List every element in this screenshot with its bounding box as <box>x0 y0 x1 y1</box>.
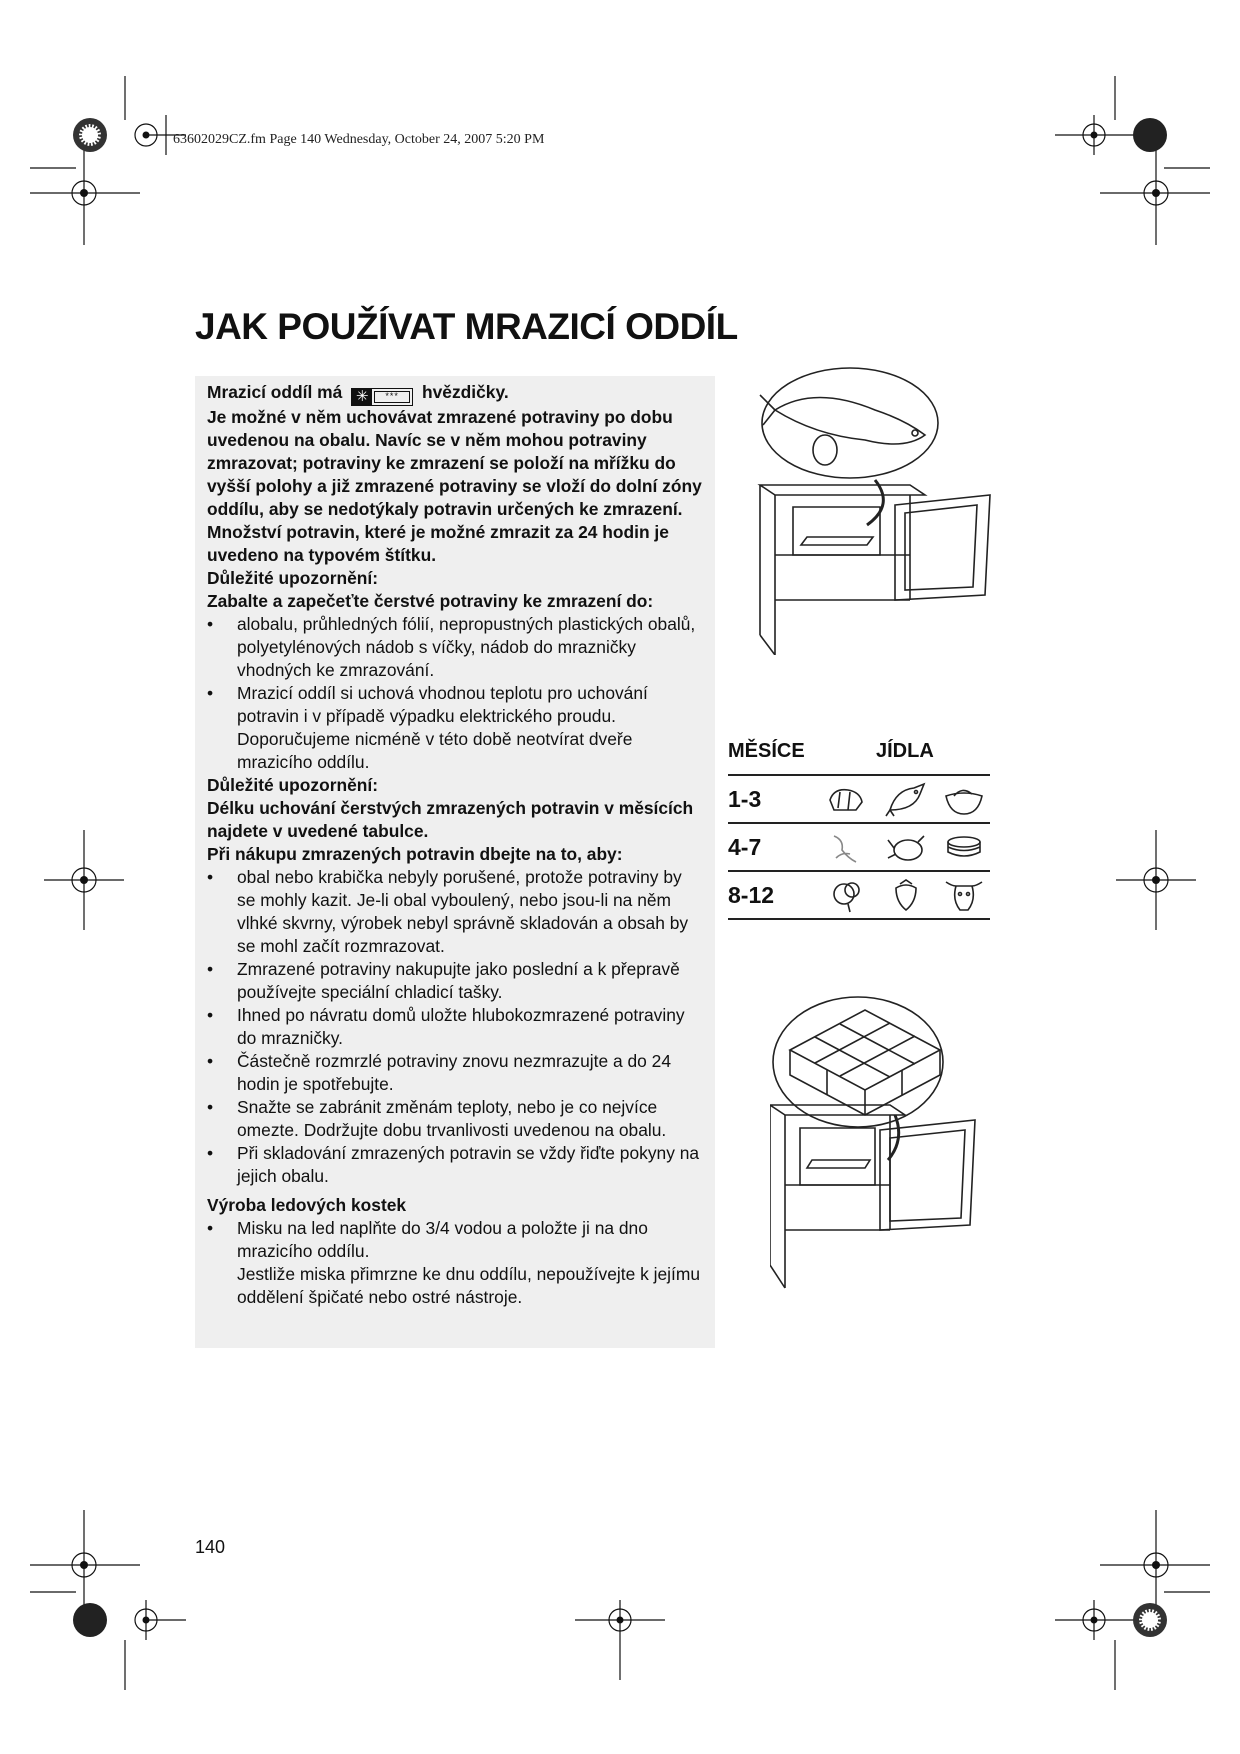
list-item: • Mrazicí oddíl si uchová vhodnou teplotu pro uchování potravin i v případě výpadku elektrického proudu. Doporučujeme nicméně v této době neotvírat dveře mrazicího oddílu. <box>207 682 648 772</box>
list-item: • alobalu, průhledných fólií, nepropustných plastických obalů, polyetylénových nádob s víčky, nádob do mrazničky vhodných ke zmrazování. <box>207 613 696 680</box>
intro-line <box>207 381 703 406</box>
list-item: Jestliže miska přimrzne ke dnu oddílu, nepoužívejte k jejímu oddělení špičaté nebo ostré nástroje. <box>237 1263 701 1307</box>
page-title: JAK POUŽÍVAT MRAZICÍ ODDÍL <box>195 306 738 347</box>
list-item: • obal nebo krabička nebyly porušené, protože potraviny by se mohly kazit. Je-li obal vyboulený, nebo jsou-li na něm vlhké skvrny, výrobek nebyl správně skladován a obsah by se mohl začít rozmrazovat. <box>207 866 689 956</box>
table-row <box>728 872 990 920</box>
freezer-stars-icon <box>351 388 413 406</box>
cow-head-icon <box>942 876 986 914</box>
butter-dish-icon <box>942 828 986 866</box>
list-item: • Ihned po návratu domů uložte hlubokozmrazené potraviny do mrazničky. <box>207 1004 685 1048</box>
heading-wrap: Zabalte a zapečeťte čerstvé potraviny ke zmrazení do: <box>207 590 654 611</box>
soup-bowl-icon <box>942 780 986 818</box>
intro-prefix: Mrazicí oddíl má <box>207 382 343 402</box>
months-cell: 1-3 <box>728 785 762 812</box>
table-header <box>728 740 990 776</box>
column-food: JÍDLA <box>876 740 934 762</box>
intro-suffix: hvězdičky. <box>421 382 509 402</box>
chicken-icon <box>884 828 928 866</box>
paragraph-storage: Je možné v něm uchovávat zmrazené potraviny po dobu uvedenou na obalu. Navíc se v něm mohou potraviny zmrazovat; potraviny ke zmrazení se položí na mřížku do vyšší polohy a již zmrazené potraviny se vloží do dolní zóny oddílu, aby se nedotýkaly potravin určených ke zmrazení. <box>207 406 702 519</box>
fish-icon <box>884 780 928 818</box>
list-item: • Misku na led naplňte do 3/4 vodou a položte ji na dno mrazicího oddílu. <box>207 1217 648 1261</box>
column-months: MĚSÍCE <box>728 740 805 762</box>
small-stars-icon: *** <box>374 391 410 403</box>
heading-buying: Při nákupu zmrazených potravin dbejte na to, aby: <box>207 843 623 864</box>
list-item: • Zmrazené potraviny nakupujte jako poslední a k přepravě používejte speciální chladicí tašky. <box>207 958 680 1002</box>
strawberry-icon <box>884 876 928 914</box>
list-item: • Snažte se zabránit změnám teploty, nebo je co nejvíce omezte. Dodržujte dobu trvanlivosti uvedenou na obalu. <box>207 1096 667 1140</box>
heading-ice-cubes: Výroba ledových kostek <box>207 1194 407 1215</box>
poultry-leg-icon <box>826 828 870 866</box>
paragraph-capacity: Množství potravin, které je možné zmrazit za 24 hodin je uvedeno na typovém štítku. <box>207 521 669 565</box>
instructions-panel <box>195 376 715 1348</box>
page-number: 140 <box>195 1537 226 1557</box>
months-cell: 8-12 <box>728 881 775 908</box>
table-row <box>728 776 990 824</box>
vegetables-icon <box>826 876 870 914</box>
months-cell: 4-7 <box>728 833 762 860</box>
file-info-header: 63602029CZ.fm Page 140 Wednesday, October 24, 2007 5:20 PM <box>173 132 545 147</box>
ice-tray-illustration <box>770 990 985 1290</box>
bread-icon <box>826 780 870 818</box>
paragraph-table-ref: Délku uchování čerstvých zmrazených potravin v měsících najdete v uvedené tabulce. <box>207 797 694 841</box>
table-row <box>728 824 990 872</box>
big-star-icon: ✳ <box>352 389 372 405</box>
heading-important-1: Důležité upozornění: <box>207 567 379 588</box>
storage-duration-table <box>728 740 990 920</box>
list-item: • Částečně rozmrzlé potraviny znovu nezmrazujte a do 24 hodin je spotřebujte. <box>207 1050 672 1094</box>
heading-important-2: Důležité upozornění: <box>207 774 379 795</box>
freezer-fish-illustration <box>755 365 1000 655</box>
list-item: • Při skladování zmrazených potravin se vždy řiďte pokyny na jejich obalu. <box>207 1142 700 1186</box>
